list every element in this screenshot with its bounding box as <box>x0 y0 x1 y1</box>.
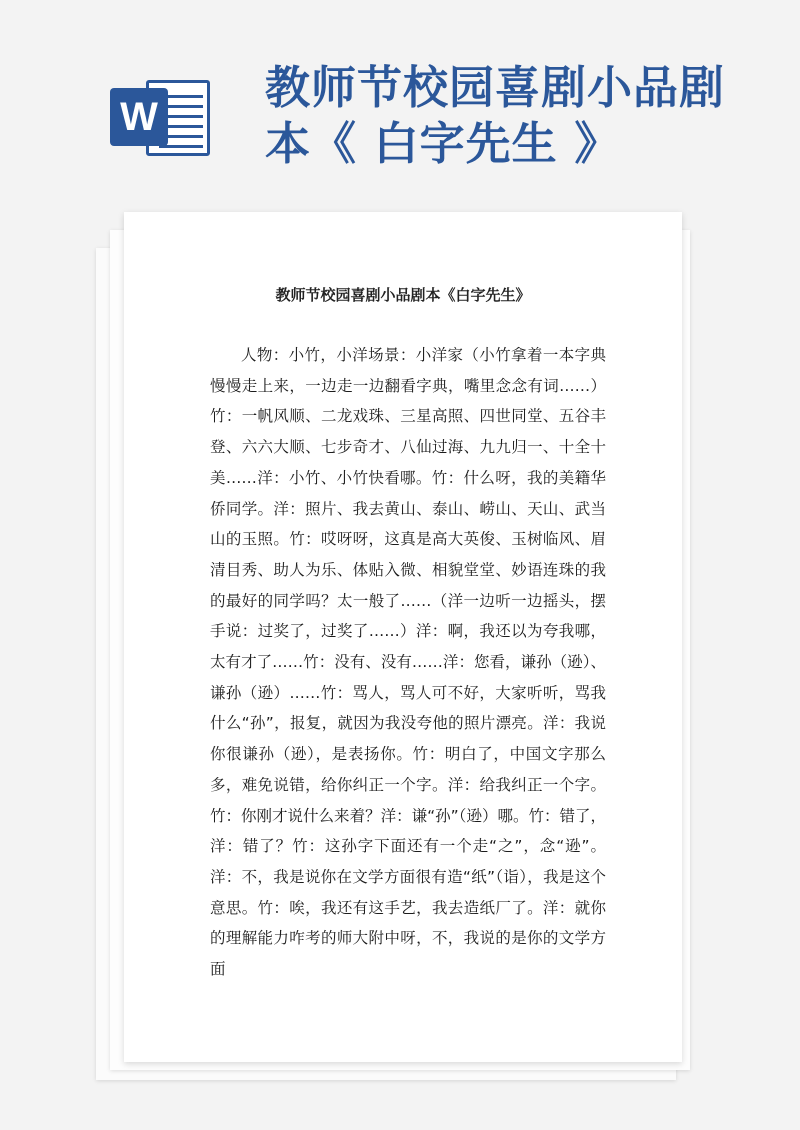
document-page <box>124 212 682 1062</box>
document-title: 教师节校园喜剧小品剧本《白字先生》 <box>275 286 531 304</box>
document-body-text: 人物：小竹，小洋场景：小洋家（小竹拿着一本字典慢慢走上来，一边走一边翻看字典，嘴里念念有词……）竹：一帆风顺、二龙戏珠、三星高照、四世同堂、五谷丰登、六六大顺、七步奇才、八仙过海、九九归一、十全十美……洋：小竹、小竹快看哪。竹：什么呀，我的美籍华侨同学。洋：照片、我去黄山、泰山、崂山、天山、武当山的玉照。竹：哎呀呀，这真是高大英俊、玉树临风、眉清目秀、助人为乐、体贴入微、相貌堂堂、妙语连珠的我的最好的同学吗？太一般了……（洋一边听一边摇头，摆手说：过奖了，过奖了……）洋：啊，我还以为夸我哪，太有才了……竹：没有、没有……洋：您看，谦孙（逊）、谦孙（逊）……竹：骂人，骂人可不好，大家听听，骂我什么“孙”，报复，就因为我没夸他的照片漂亮。洋：我说你很谦孙（逊），是表扬你。竹：明白了，中国文字那么多，难免说错，给你纠正一个字。洋：给我纠正一个字。竹：你刚才说什么来着？洋：谦“孙”（逊）哪。竹：错了，洋：错了？竹：这孙字下面还有一个走“之”，念“逊”。洋：不，我是说你在文学方面很有造“纸”（诣），我是这个意思。竹：唉，我还有这手艺，我去造纸厂了。洋：就你的理解能力咋考的师大附中呀，不，我说的是你的文学方面 <box>210 346 606 979</box>
word-document-icon <box>110 74 212 158</box>
banner-title: 教师节校园喜剧小品剧本《 白字先生 》 <box>265 61 726 170</box>
word-logo-badge: W <box>110 88 168 146</box>
banner <box>0 0 800 210</box>
